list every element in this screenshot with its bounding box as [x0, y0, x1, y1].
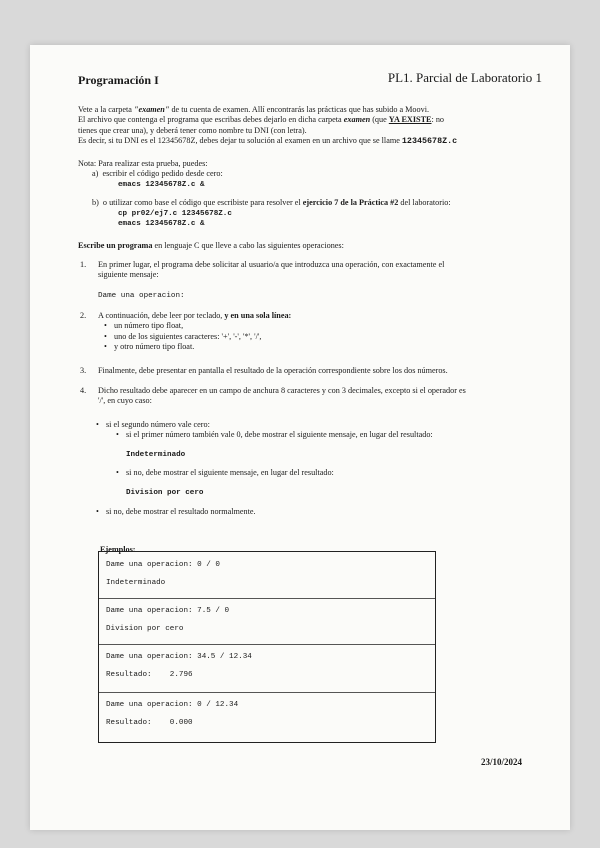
- item-4-conditions: • si el segundo número vale cero: • si el primer número también vale 0, debe mostrar el siguiente mensaje, en lugar del resultado: Indeterminado • si no, debe mostrar el siguiente mensaje, en lugar del resultado: Division por cero • si no, debe mostrar el resultado normalmente.: [96, 420, 546, 517]
- example-4-input: Dame una operacion: 0 / 12.34: [106, 701, 239, 709]
- examples-box: [98, 551, 436, 743]
- exam-date: 23/10/2024: [480, 757, 522, 767]
- exam-title: PL1. Parcial de Laboratorio 1: [387, 70, 542, 85]
- subject-title: Programación I: [78, 73, 159, 87]
- example-4-output: Resultado: 0.000: [106, 719, 193, 727]
- example-1-output: Indeterminado: [106, 579, 166, 587]
- note-section: Nota: Para realizar esta prueba, puedes: a) escribir el código pedido desde cero: emacs 12345678Z.c & b) o utilizar como base el código que escribiste para resolver el ejercicio 7 de la Práctica #2 del laboratorio: cp pr02/ej7.c 12345678Z.c emacs 12345678Z.c &: [78, 159, 548, 229]
- intro-paragraph: Vete a la carpeta "examen" de tu cuenta de examen. Allí encontrarás las prácticas que has subido a Moovi. El archivo que contenga el programa que escribas debes dejarlo en dicha carpeta examen (que YA EXISTE: no tienes que crear una), y deberá tener como nombre tu DNI (con letra). Es decir, si tu DNI es el 12345678Z, debes dejar tu solución al examen en un archivo que se llame 12345678Z.c: [78, 105, 458, 147]
- code-emacs-2: emacs 12345678Z.c &: [118, 220, 205, 229]
- bullet-operators: • uno de los siguientes caracteres: '+', '-', '*', '/',: [104, 332, 550, 342]
- example-3-input: Dame una operacion: 34.5 / 12.34: [106, 653, 252, 661]
- division-code: Division por cero: [126, 488, 204, 497]
- bullet-float-2: • y otro número tipo float.: [104, 342, 550, 352]
- example-1-input: Dame una operacion: 0 / 0: [106, 561, 220, 569]
- code-cp: cp pr02/ej7.c 12345678Z.c: [118, 209, 232, 218]
- item-4: 4. Dicho resultado debe aparecer en un campo de anchura 8 caracteres y con 3 decimales, excepto si el operador es '/', en cuyo caso:: [80, 386, 466, 406]
- note-title: Nota: Para realizar esta prueba, puedes:: [78, 159, 208, 168]
- item-3: 3. Finalmente, debe presentar en pantalla el resultado de la operación correspondiente sobre los dos números.: [80, 366, 448, 375]
- item-2: 2. A continuación, debe leer por teclado, y en una sola línea: • un número tipo float, • uno de los siguientes caracteres: '+', '-', '*', '/', • y otro número tipo float.: [80, 311, 550, 353]
- example-2-input: Dame una operacion: 7.5 / 0: [106, 607, 230, 615]
- bullet-float-1: • un número tipo float,: [104, 321, 550, 331]
- task-statement: Escribe un programa en lenguaje C que lleve a cabo las siguientes operaciones:: [78, 241, 344, 250]
- indeterminado-code: Indeterminado: [126, 450, 186, 459]
- examples-title: Ejemplos:: [100, 545, 136, 554]
- example-3-output: Resultado: 2.796: [106, 671, 193, 679]
- example-2-output: Division por cero: [106, 625, 184, 633]
- code-emacs: emacs 12345678Z.c &: [118, 180, 205, 189]
- prompt-code: Dame una operacion:: [98, 291, 185, 300]
- exam-page: [30, 45, 570, 830]
- item-1: 1. En primer lugar, el programa debe solicitar al usuario/a que introduzca una operación, con exactamente el siguiente mensaje: Dame una operacion:: [80, 260, 550, 301]
